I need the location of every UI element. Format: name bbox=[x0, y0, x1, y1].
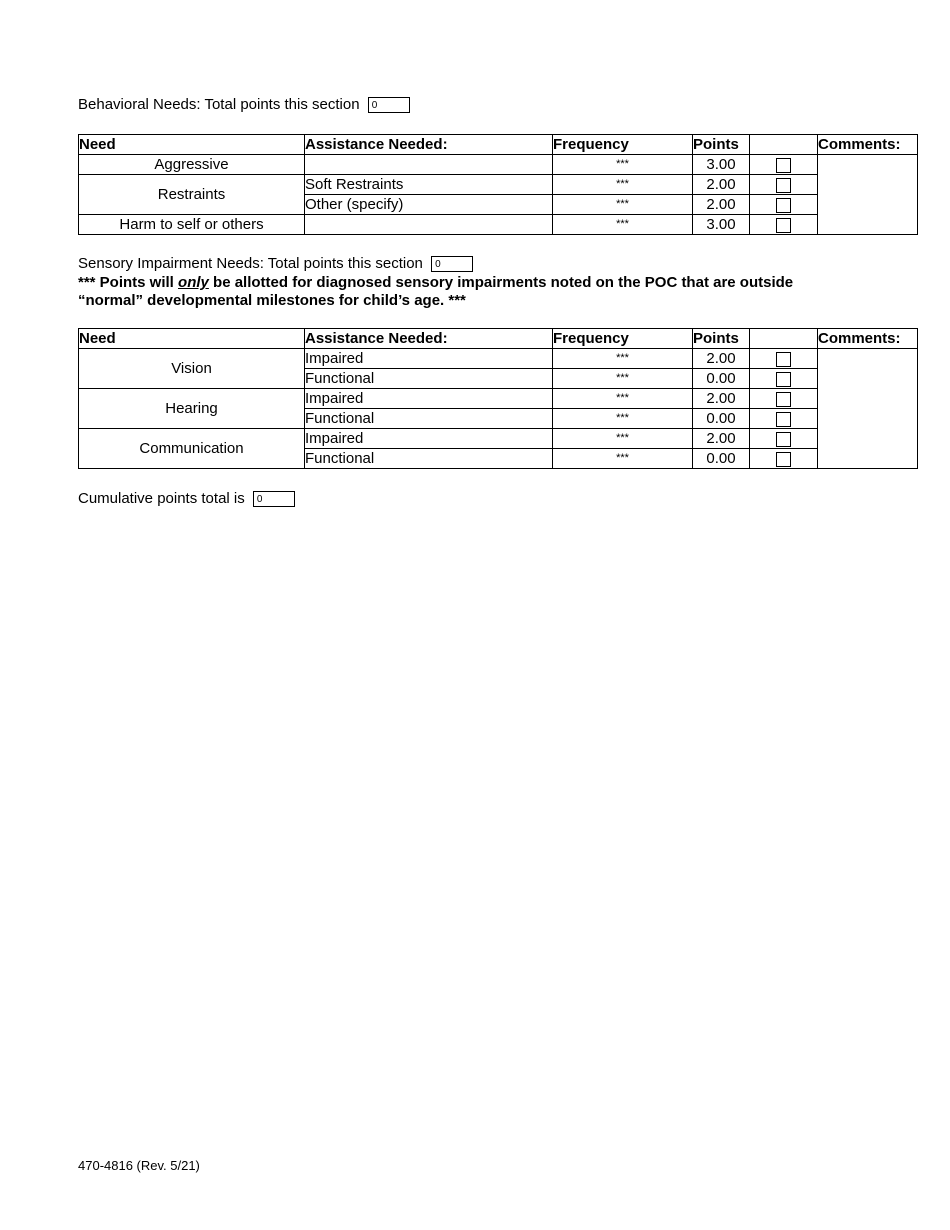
need-hearing: Hearing bbox=[79, 389, 305, 429]
frequency-cell: *** bbox=[553, 449, 693, 469]
need-harm: Harm to self or others bbox=[79, 215, 305, 235]
need-communication: Communication bbox=[79, 429, 305, 469]
sensory-section-title bbox=[78, 255, 473, 272]
points-cell: 2.00 bbox=[693, 175, 750, 195]
sensory-note bbox=[78, 274, 793, 310]
col-header-assistance: Assistance Needed: bbox=[305, 135, 553, 155]
assistance-cell: Functional bbox=[305, 449, 553, 469]
col-header-comments: Comments: bbox=[818, 329, 918, 349]
need-aggressive: Aggressive bbox=[79, 155, 305, 175]
points-cell: 2.00 bbox=[693, 429, 750, 449]
table-row bbox=[79, 389, 918, 409]
table-header-row bbox=[79, 329, 918, 349]
assistance-cell: Impaired bbox=[305, 389, 553, 409]
communication-functional-checkbox[interactable] bbox=[776, 452, 791, 467]
sensory-note-line2: “normal” developmental milestones for child’s age. *** bbox=[78, 292, 466, 309]
points-cell: 0.00 bbox=[693, 449, 750, 469]
assistance-cell bbox=[305, 215, 553, 235]
vision-functional-checkbox[interactable] bbox=[776, 372, 791, 387]
sensory-total-field[interactable]: 0 bbox=[431, 256, 473, 272]
sensory-note-pre: *** Points will bbox=[78, 274, 179, 291]
assistance-cell: Other (specify) bbox=[305, 195, 553, 215]
frequency-cell: *** bbox=[553, 349, 693, 369]
points-cell: 2.00 bbox=[693, 195, 750, 215]
sensory-needs-table bbox=[78, 328, 918, 469]
table-row bbox=[79, 155, 918, 175]
hearing-functional-checkbox[interactable] bbox=[776, 412, 791, 427]
frequency-cell: *** bbox=[553, 195, 693, 215]
behavioral-comments-field[interactable] bbox=[818, 155, 918, 235]
frequency-cell: *** bbox=[553, 369, 693, 389]
frequency-cell: *** bbox=[553, 215, 693, 235]
behavioral-title-text: Behavioral Needs: Total points this section bbox=[78, 96, 360, 113]
form-number-footer: 470-4816 (Rev. 5/21) bbox=[78, 1158, 200, 1173]
need-restraints: Restraints bbox=[79, 175, 305, 215]
need-vision: Vision bbox=[79, 349, 305, 389]
col-header-points: Points bbox=[693, 329, 750, 349]
col-header-select bbox=[750, 135, 818, 155]
assistance-cell: Impaired bbox=[305, 349, 553, 369]
behavioral-total-field[interactable]: 0 bbox=[368, 97, 410, 113]
hearing-impaired-checkbox[interactable] bbox=[776, 392, 791, 407]
sensory-comments-field[interactable] bbox=[818, 349, 918, 469]
table-row bbox=[79, 215, 918, 235]
table-row bbox=[79, 349, 918, 369]
cumulative-total-field[interactable]: 0 bbox=[253, 491, 295, 507]
points-cell: 0.00 bbox=[693, 409, 750, 429]
harm-checkbox[interactable] bbox=[776, 218, 791, 233]
cumulative-total-line bbox=[78, 490, 295, 507]
col-header-points: Points bbox=[693, 135, 750, 155]
points-cell: 2.00 bbox=[693, 349, 750, 369]
col-header-comments: Comments: bbox=[818, 135, 918, 155]
assistance-cell: Functional bbox=[305, 369, 553, 389]
sensory-note-post: be allotted for diagnosed sensory impairments noted on the POC that are outside bbox=[208, 274, 794, 291]
assistance-cell: Soft Restraints bbox=[305, 175, 553, 195]
sensory-title-text: Sensory Impairment Needs: Total points this section bbox=[78, 255, 423, 272]
col-header-need: Need bbox=[79, 135, 305, 155]
col-header-need: Need bbox=[79, 329, 305, 349]
points-cell: 3.00 bbox=[693, 155, 750, 175]
vision-impaired-checkbox[interactable] bbox=[776, 352, 791, 367]
cumulative-label: Cumulative points total is bbox=[78, 490, 245, 507]
col-header-select bbox=[750, 329, 818, 349]
other-restraints-checkbox[interactable] bbox=[776, 198, 791, 213]
assistance-cell bbox=[305, 155, 553, 175]
points-cell: 2.00 bbox=[693, 389, 750, 409]
frequency-cell: *** bbox=[553, 409, 693, 429]
col-header-frequency: Frequency bbox=[553, 329, 693, 349]
soft-restraints-checkbox[interactable] bbox=[776, 178, 791, 193]
assistance-cell: Functional bbox=[305, 409, 553, 429]
frequency-cell: *** bbox=[553, 175, 693, 195]
col-header-assistance: Assistance Needed: bbox=[305, 329, 553, 349]
behavioral-needs-table bbox=[78, 134, 918, 235]
points-cell: 3.00 bbox=[693, 215, 750, 235]
communication-impaired-checkbox[interactable] bbox=[776, 432, 791, 447]
col-header-frequency: Frequency bbox=[553, 135, 693, 155]
sensory-note-emphasis: only bbox=[178, 274, 209, 291]
frequency-cell: *** bbox=[553, 429, 693, 449]
table-header-row bbox=[79, 135, 918, 155]
aggressive-checkbox[interactable] bbox=[776, 158, 791, 173]
points-cell: 0.00 bbox=[693, 369, 750, 389]
frequency-cell: *** bbox=[553, 155, 693, 175]
behavioral-section-title bbox=[78, 96, 410, 113]
table-row bbox=[79, 429, 918, 449]
frequency-cell: *** bbox=[553, 389, 693, 409]
assistance-cell: Impaired bbox=[305, 429, 553, 449]
table-row bbox=[79, 175, 918, 195]
